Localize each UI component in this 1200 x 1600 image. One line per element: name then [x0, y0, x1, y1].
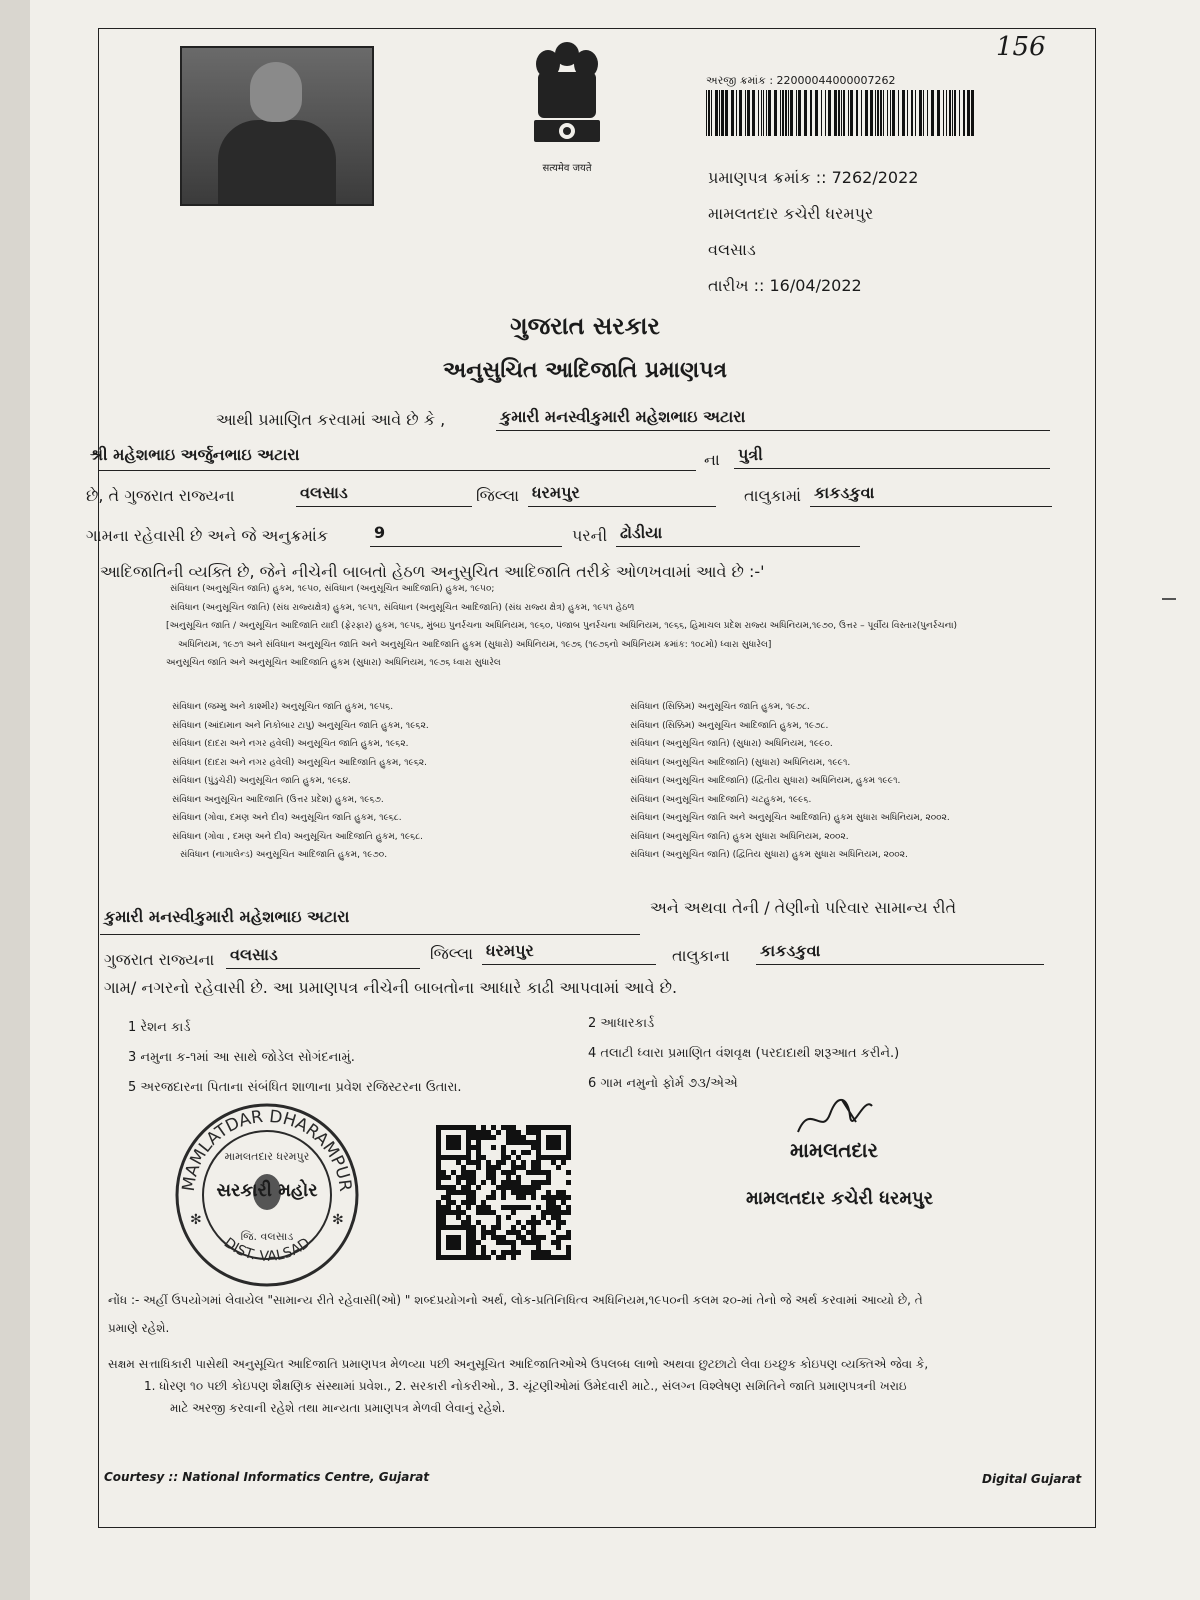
national-emblem-icon	[522, 36, 612, 172]
margin-mark	[1162, 598, 1176, 600]
family-district-label: જિલ્લા	[430, 944, 474, 963]
order-item: સંવિધાન અનુસૂચિત આદિજાતિ (ઉત્તર પ્રદેશ) હુકમ, ૧૯૬૭.	[172, 794, 384, 805]
resident-text: ગામના રહેવાસી છે અને જે અનુક્રમાંક	[86, 526, 329, 545]
order-item: સંવિધાન (ગોવા , દમણ અને દીવ) અનુસૂચિત આદિજાતિ હુકમ, ૧૯૬૮.	[172, 831, 424, 842]
issuing-district: વલસાડ	[708, 240, 756, 259]
certificate-title: અનુસુચિત આદિજાતિ પ્રમાણપત્ર	[442, 358, 728, 383]
orders-intro-line: [અનુસૂચિત જાતિ / અનુસૂચિત આદિજાતિ યાદી (ફેરફાર) હુકમ, ૧૯૫૬, મુંબઇ પુનર્રચના અધિનિયમ, ૧૯૬૦, પંજાબ પુનર્રચના અધિનિયમ, ૧૯૬૬, હિમાચલ પ્રદેશ રાજ્ય અધિનિયમ,૧૯૭૦, ઉત્તર – પૂર્વીય વિસ્તાર(પુનર્રચના)	[166, 621, 958, 631]
family-district: વલસાડ	[226, 944, 420, 969]
orders-left-column	[172, 698, 429, 865]
orders-intro-line: સંવિધાન (અનુસૂચિત જાતિ) હુકમ, ૧૯૫૦, સંવિધાન (અનુસૂચિત આદિજાતિ) હુકમ, ૧૯૫૦;	[170, 584, 495, 594]
emblem-motto: सत्यमेव जयते	[542, 163, 592, 174]
handwritten-page-number: 156	[996, 32, 1046, 62]
father-name: શ્રી મહેશભાઇ અર્જુનભાઇ અટારા	[90, 445, 300, 464]
seal-district-text: જિ. વલસાડ	[240, 1230, 294, 1243]
order-item: સંવિધાન (અનુસૂચિત આદિજાતિ) (દ્વિતીય સુધારા) અધિનિયમ, હુકમ ૧૯૯૧.	[630, 776, 901, 786]
na-label: ના	[704, 450, 720, 469]
family-applicant-name: કુમારી મનસ્વીકુમારી મહેશભાઇ અટારા	[104, 907, 350, 926]
orders-intro-line: અધિનિયમ, ૧૯૭૧ અને સંવિધાન અનુસૂચિત જાતિ અને અનુસૂચિત આદિજાતિ હુકમ (સુધારો) અધિનિયમ, ૧૯૭૬ (૧૯૭૬નો અધિનિયમ ક્રમાંક: ૧૦૮મો) ધ્વારા સુધારેલ]	[178, 639, 772, 650]
orders-intro-line: સંવિધાન (અનુસૂચિત જાતિ) (સંઘ રાજ્યક્ષેત્ર) હુકમ, ૧૯૫૧, સંવિધાન (અનુસૂચિત આદિજાતિ) (સંઘ રાજ્ય ક્ષેત્ર) હુકમ, ૧૯૫૧ હેઠળ	[170, 602, 635, 613]
document-item: 1 રેશન કાર્ડ	[128, 1020, 191, 1035]
signature-scribble	[790, 1092, 880, 1142]
order-item: સંવિધાન (આંદામાન અને નિકોબાર ટાપુ) અનુસૂચિત જાતિ હુકમ, ૧૯૬૨.	[172, 720, 429, 731]
order-item: સંવિધાન (સિક્કિમ) અનુસૂચિત આદિજાતિ હુકમ, ૧૯૭૮.	[630, 720, 829, 731]
footer-courtesy: Courtesy :: National Informatics Centre, Gujarat	[104, 1470, 430, 1484]
seal-bottom-text: DIST. VALSAD	[220, 1234, 314, 1265]
certificate-number: પ્રમાણપત્ર ક્રમાંક :: 7262/2022	[708, 168, 919, 187]
district-value: વલસાડ	[296, 482, 472, 507]
order-item: સંવિધાન (અનુસૂચિત આદિજાતિ) ચટહુકમ, ૧૯૯૬.	[630, 794, 812, 805]
village-value: કાકડકુવા	[810, 482, 1052, 507]
order-item: સંવિધાન (અનુસૂચિત જાતિ) (સુધારા) અધિનિયમ, ૧૯૯૦.	[630, 739, 833, 749]
issuing-office: મામલતદાર કચેરી ધરમપુર	[708, 204, 874, 223]
order-item: સંવિધાન (જમ્મુ અને કાશ્મીર) અનુસૂચિત જાતિ હુકમ, ૧૯૫૬.	[172, 702, 394, 712]
district-label: જિલ્લા	[476, 486, 520, 505]
family-village: કાકડકુવા	[756, 940, 1044, 965]
family-taluka: ધરમપુર	[482, 940, 656, 965]
order-item: સંવિધાન (પુંડુચેરી) અનુસૂચિત જાતિ હુકમ, ૧૯૬૪.	[172, 776, 351, 786]
basis-text: ગામ/ નગરનો રહેવાસી છે. આ પ્રમાણપત્ર નીચેની બાબતોના આધારે કાઢી આપવામાં આવે છે.	[104, 978, 678, 997]
family-text: અને અથવા તેની / તેણીનો પરિવાર સામાન્ય રીતે	[650, 898, 957, 917]
order-item: સંવિધાન (અનુસૂચિત આદિજાતિ) (સુધારા) અધિનિયમ, ૧૯૯૧.	[630, 757, 851, 768]
document-item: 3 નમુના ક-૧માં આ સાથે જોડેલ સોગંદનામું.	[128, 1050, 355, 1065]
document-item: 6 ગામ નમુનો ફોર્મ ૭૩/એએ	[588, 1076, 738, 1091]
on-label: પરની	[572, 526, 608, 545]
seal-center-text: સરકારી મહોર	[216, 1180, 318, 1201]
father-name-underline	[98, 470, 696, 471]
note-line: પ્રમાણે રહેશે.	[108, 1321, 170, 1335]
note-line: માટે અરજી કરવાની રહેશે તથા માન્યતા પ્રમાણપત્ર મેળવી લેવાનું રહેશે.	[170, 1401, 506, 1415]
footer-brand: Digital Gujarat	[982, 1472, 1082, 1486]
application-number: અરજી ક્રમાંક : 22000044000007262	[706, 74, 896, 87]
qr-code	[436, 1125, 571, 1260]
order-item: સંવિધાન (અનુસૂચિત જાતિ અને અનુસૂચિત આદિજાતિ) હુકમ સુધારા અધિનિયમ, ૨૦૦૨.	[630, 813, 950, 823]
orders-right-column	[630, 698, 950, 865]
recognition-text: આદિજાતિની વ્યક્તિ છે, જેને નીચેની બાબતો હેઠળ અનુસુચિત આદિજાતિ તરીકે ઓળખવામાં આવે છે :-'	[100, 562, 765, 581]
document-item: 5 અરજદારના પિતાના સંબંધિત શાળાના પ્રવેશ રજિસ્ટરના ઉતારા.	[128, 1080, 462, 1095]
family-name-underline	[100, 934, 640, 935]
seal-inner-text: મામલતદાર ધરમપુર	[224, 1150, 310, 1163]
order-item: સંવિધાન (દાદરા અને નગર હવેલી) અનુસૂચિત જાતિ હુકમ, ૧૯૬૨.	[172, 739, 409, 749]
government-title: ગુજરાત સરકાર	[510, 312, 660, 340]
document-item: 4 તલાટી ધ્વારા પ્રમાણિત વંશવૃક્ષ (પરદાદાથી શરૂઆત કરીને.)	[588, 1046, 900, 1061]
seal-outer-text: MAMLATDAR DHARAMPUR	[178, 1106, 356, 1193]
taluka-value: ધરમપુર	[528, 482, 716, 507]
serial-number: 9	[370, 522, 562, 547]
family-taluka-label: તાલુકાના	[672, 946, 730, 965]
state-prefix-text: છે, તે ગુજરાત રાજ્યના	[86, 486, 235, 505]
document-item: 2 આધારકાર્ડ	[588, 1016, 655, 1031]
signatory-office: મામલતદાર કચેરી ધરમપુર	[746, 1188, 934, 1209]
office-seal	[172, 1100, 362, 1290]
orders-intro-block	[166, 580, 958, 673]
issue-date: તારીખ :: 16/04/2022	[708, 276, 862, 295]
order-item: સંવિધાન (નાગાલેન્ડ) અનુસૂચિત આદિજાતિ હુકમ, ૧૯૭૦.	[180, 850, 388, 860]
applicant-name: કુમારી મનસ્વીકુમારી મહેશભાઇ અટારા	[496, 406, 1050, 431]
note-line: 1. ધોરણ ૧૦ પછી કોઇપણ શૈક્ષણિક સંસ્થામાં પ્રવેશ., 2. સરકારી નોકરીઓ., 3. ચૂંટણીઓમાં ઉમેદવારી માટે., સંલગ્ન વિશ્લેષણ સમિતિને જાતિ પ્રમાણપત્રની ખરાઇ	[144, 1379, 907, 1393]
svg-text:✻: ✻	[190, 1212, 202, 1228]
note-line: સક્ષમ સત્તાધિકારી પાસેથી અનુસૂચિત આદિજાતિ પ્રમાણપત્ર મેળવ્યા પછી અનુસૂચિત આદિજાતિઓએ ઉપલબ્ધ લાભો અથવા છુટછાટો લેવા ઇચ્છુક કોઇપણ વ્યક્તિએ જેવા કે,	[108, 1357, 929, 1371]
intro-text: આથી પ્રમાણિત કરવામાં આવે છે કે ,	[216, 410, 446, 429]
taluka-label: તાલુકામાં	[744, 486, 802, 505]
family-state-label: ગુજરાત રાજ્યના	[104, 950, 215, 969]
signatory-title: મામલતદાર	[790, 1138, 878, 1162]
order-item: સંવિધાન (અનુસૂચિત જાતિ) હુકમ સુધારા અધિનિયમ, ૨૦૦૨.	[630, 831, 849, 842]
barcode	[706, 90, 976, 136]
tribe-name: ઢોડીયા	[616, 522, 860, 547]
orders-intro-line: અનુસૂચિત જાતિ અને અનુસૂચિત આદિજાતિ હુકમ (સુધારા) અધિનિયમ, ૧૯૭૬ ધ્વારા સુધારેલ	[166, 658, 501, 668]
order-item: સંવિધાન (ગોવા, દમણ અને દીવ) અનુસૂચિત જાતિ હુકમ, ૧૯૬૮.	[172, 813, 402, 823]
relation: પુત્રી	[734, 444, 1050, 469]
order-item: સંવિધાન (દાદરા અને નગર હવેલી) અનુસૂચિત આદિજાતિ હુકમ, ૧૯૬૨.	[172, 757, 428, 768]
order-item: સંવિધાન (અનુસૂચિત જાતિ) (દ્વિતિય સુધારા) હુકમ સુધારા અધિનિયમ, ૨૦૦૨.	[630, 850, 908, 860]
svg-text:✻: ✻	[332, 1212, 344, 1228]
applicant-photo	[180, 46, 374, 206]
order-item: સંવિધાન (સિક્કિમ) અનુસૂચિત જાતિ હુકમ, ૧૯૭૮.	[630, 702, 810, 712]
note-line: નોંધ :- અહીં ઉપયોગમાં લેવાયેલ "સામાન્ય રીતે રહેવાસી(ઓ) " શબ્દપ્રયોગનો અર્થ, લોક-પ્રતિનિધિત્વ અધિનિયમ,૧૯૫૦ની કલમ ૨૦-માં તેનો જે અર્થ કરવામાં આવ્યો છે, તે	[108, 1293, 923, 1307]
